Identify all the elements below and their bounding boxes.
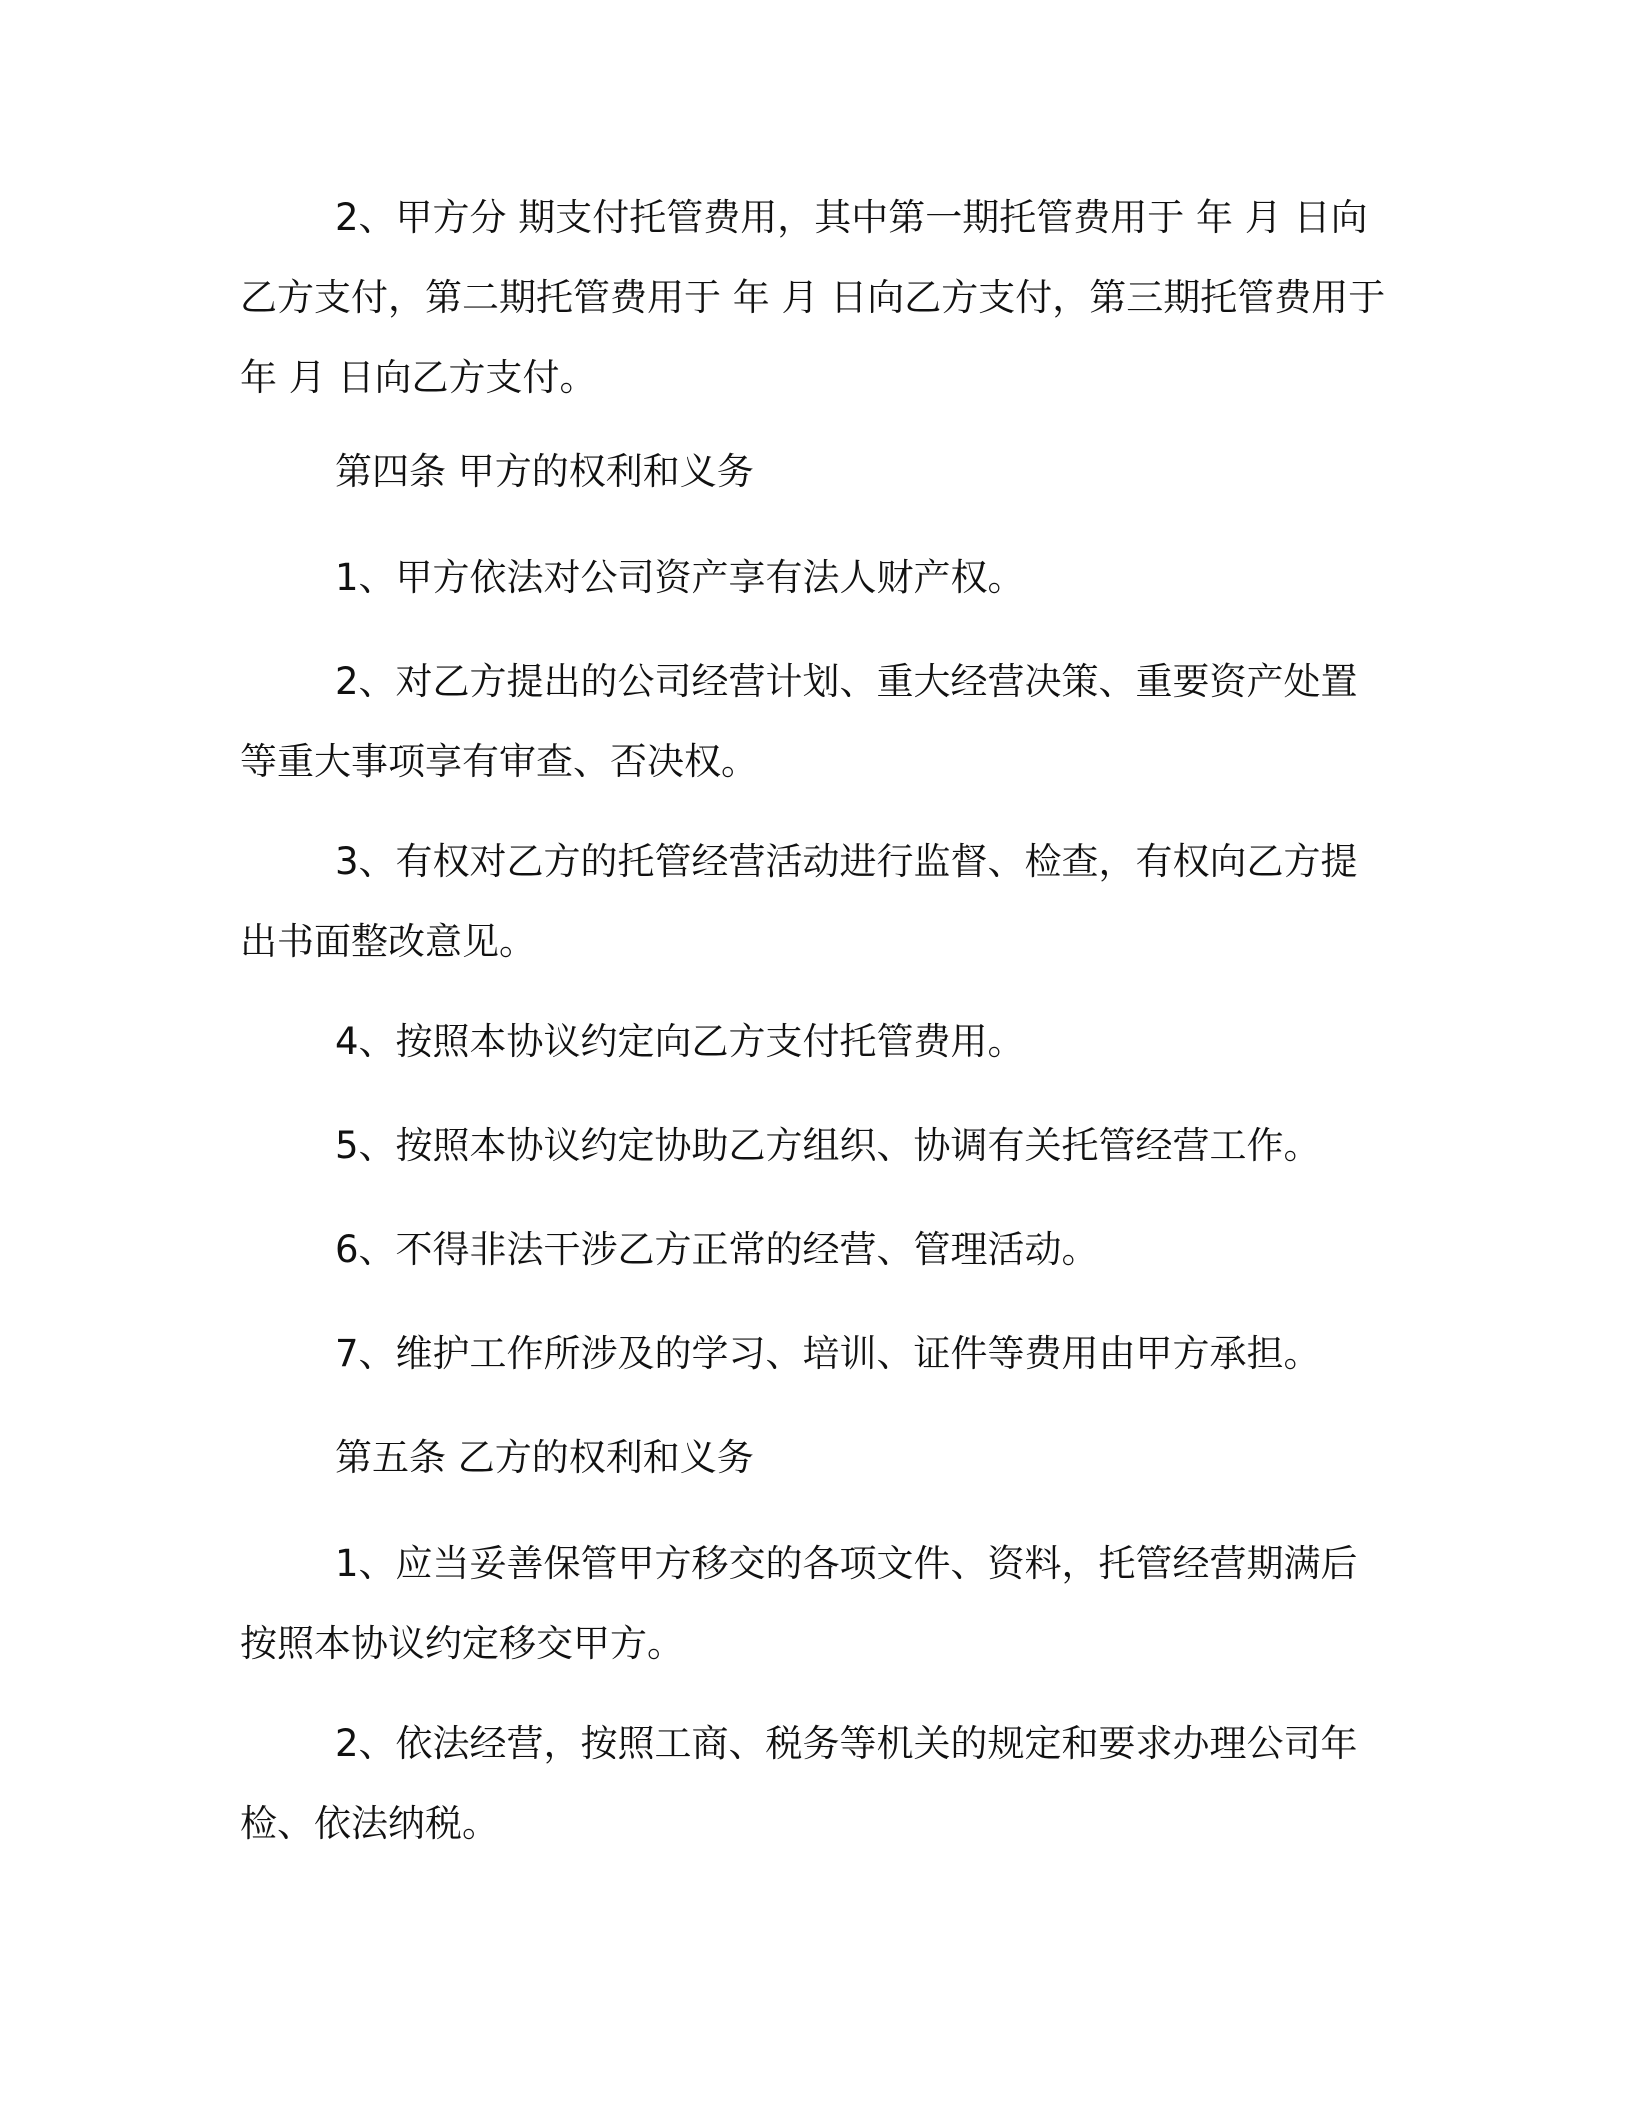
paragraph-party-a-right-4: 4、按照本协议约定向乙方支付托管费用。 xyxy=(335,1020,1025,1063)
paragraph-party-b-duty-2: 2、依法经营，按照工商、税务等机关的规定和要求办理公司年检、依法纳税。 xyxy=(240,1722,1358,1845)
paragraph-party-a-right-7: 7、维护工作所涉及的学习、培训、证件等费用由甲方承担。 xyxy=(335,1332,1321,1375)
paragraph-party-a-right-3: 3、有权对乙方的托管经营活动进行监督、检查，有权向乙方提出书面整改意见。 xyxy=(240,840,1358,963)
article-4-heading: 第四条 甲方的权利和义务 xyxy=(335,450,754,493)
paragraph-party-a-right-1: 1、甲方依法对公司资产享有法人财产权。 xyxy=(335,556,1025,599)
paragraph-party-a-right-5: 5、按照本协议约定协助乙方组织、协调有关托管经营工作。 xyxy=(335,1124,1321,1167)
article-5-heading: 第五条 乙方的权利和义务 xyxy=(335,1436,754,1479)
paragraph-party-b-duty-1: 1、应当妥善保管甲方移交的各项文件、资料，托管经营期满后按照本协议约定移交甲方。 xyxy=(240,1542,1358,1665)
paragraph-payment-installments: 2、甲方分 期支付托管费用，其中第一期托管费用于 年 月 日向乙方支付，第二期托管费用于 年 月 日向乙方支付，第三期托管费用于 年 月 日向乙方支付。 xyxy=(240,196,1386,399)
paragraph-party-a-right-6: 6、不得非法干涉乙方正常的经营、管理活动。 xyxy=(335,1228,1099,1271)
paragraph-party-a-right-2: 2、对乙方提出的公司经营计划、重大经营决策、重要资产处置等重大事项享有审查、否决权。 xyxy=(240,660,1358,783)
